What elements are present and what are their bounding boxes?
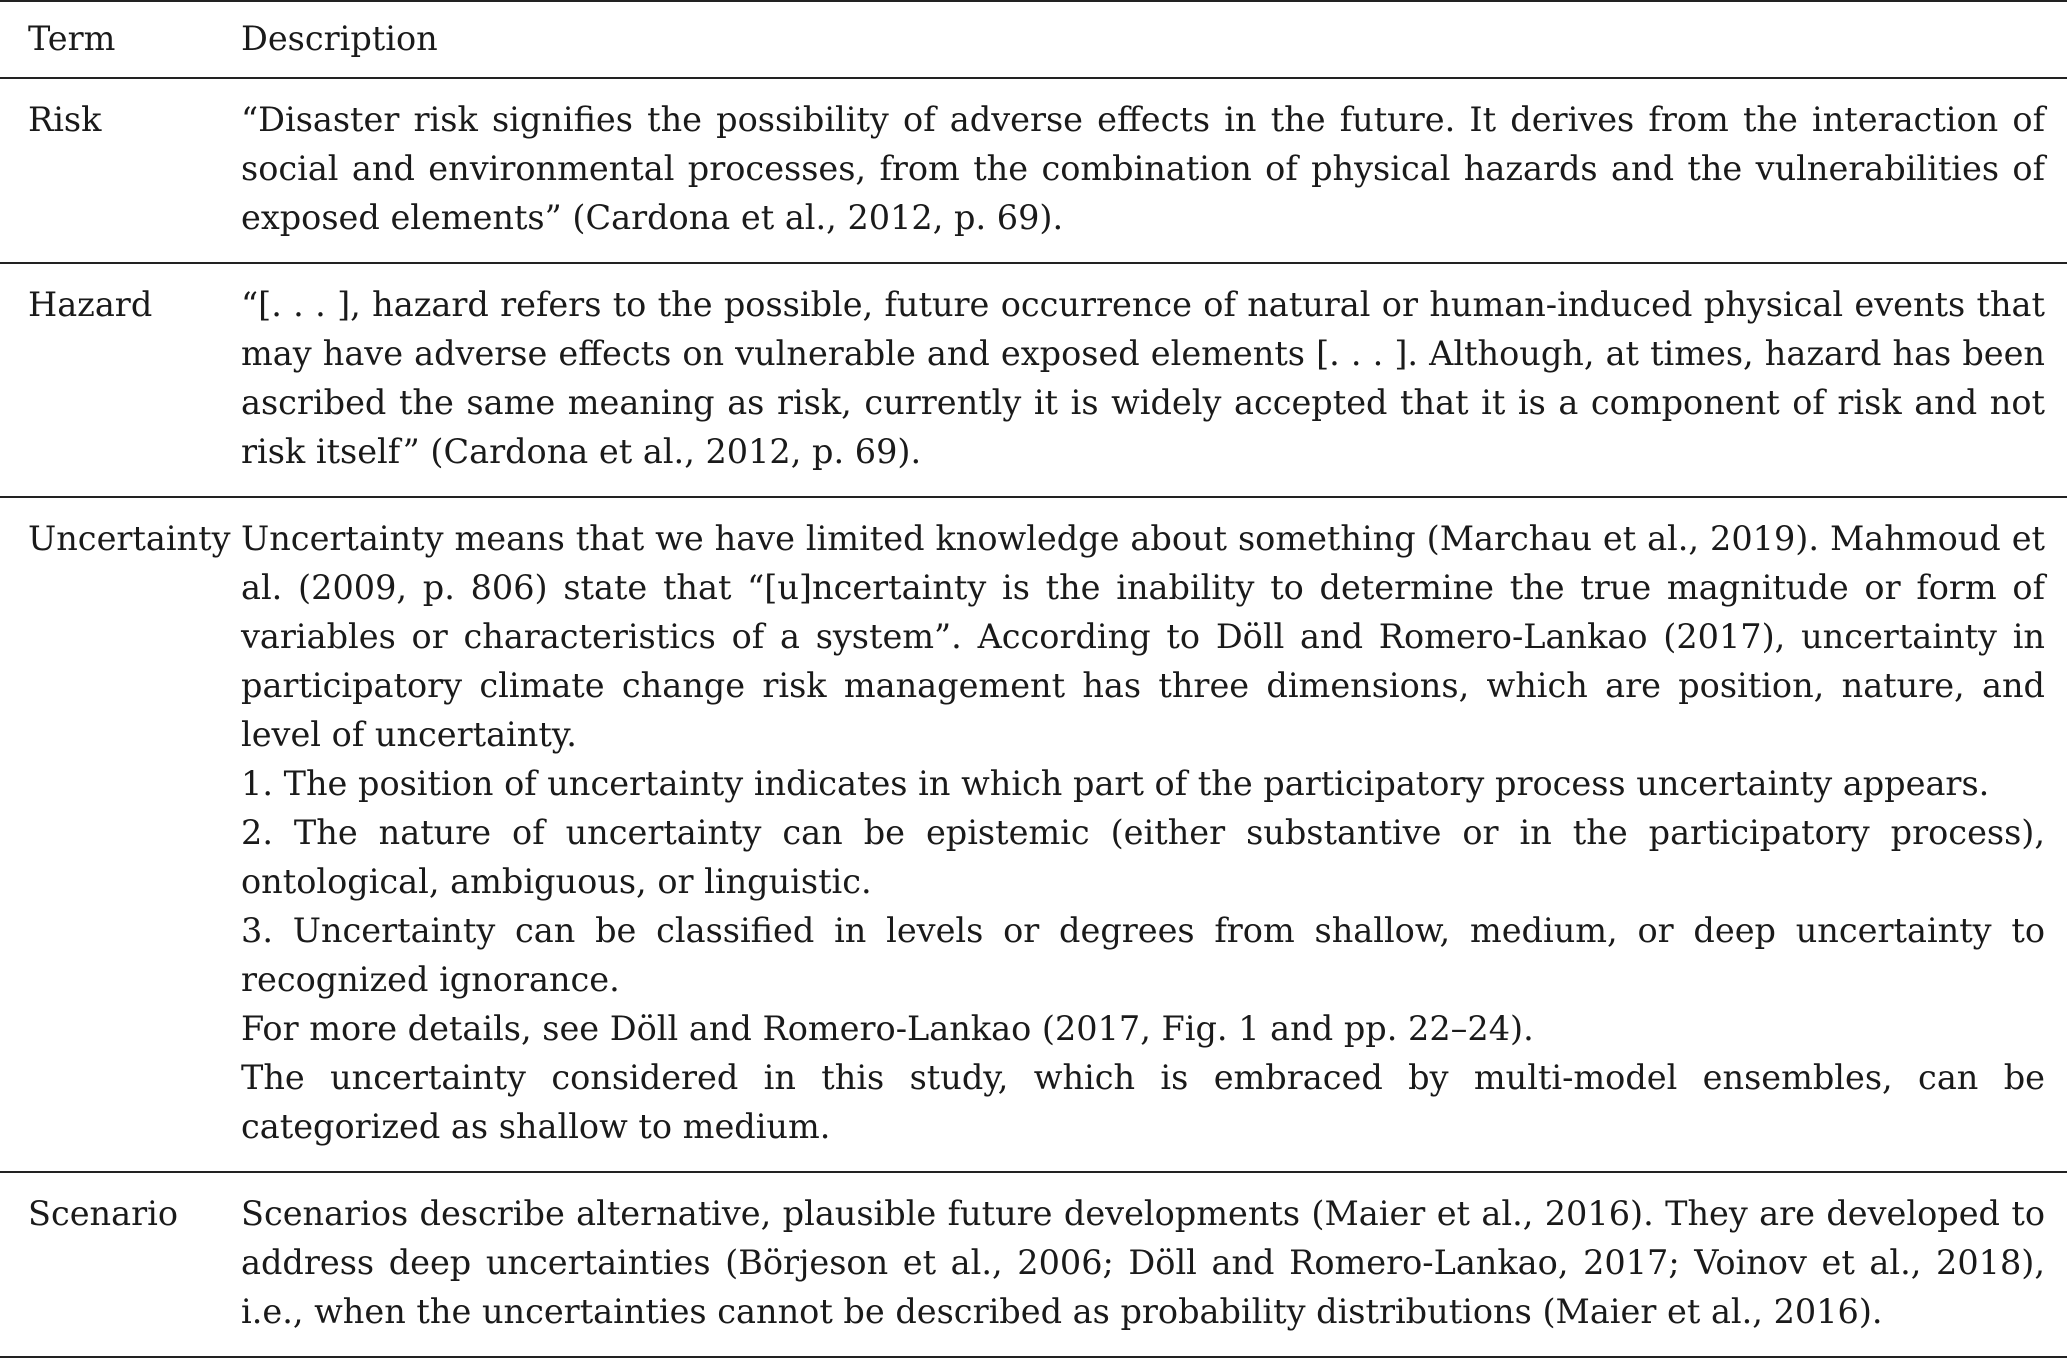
table-header (0, 1, 2067, 78)
header-row (0, 1, 2067, 78)
description-list-item: 1. The position of uncertainty indicates in which part of the participatory process uncertainty appears. (241, 764, 1990, 803)
table-body (0, 78, 2067, 1357)
description-cell (241, 497, 2067, 1172)
description-paragraph: Scenarios describe alternative, plausible future developments (Maier et al., 2016). They are developed to address deep uncertainties (Börjeson et al., 2006; Döll and Romero-Lankao, 2017; Voinov et al., 2018), i.e., when the uncertainties cannot be described as probability distributions (Maier et al., 2016). (241, 1194, 2045, 1331)
header-term: Term (28, 19, 116, 58)
description-cell (241, 78, 2067, 263)
description-cell (241, 263, 2067, 497)
description-list-item: 2. The nature of uncertainty can be epistemic (either substantive or in the participatory process), ontological, ambiguous, or linguistic. (241, 813, 2045, 901)
term-cell: Scenario (28, 1194, 178, 1233)
table-row-scenario (0, 1172, 2067, 1357)
table-row-hazard (0, 263, 2067, 497)
table-row-risk (0, 78, 2067, 263)
term-cell: Uncertainty (28, 519, 231, 558)
description-paragraph: “Disaster risk signifies the possibility of adverse effects in the future. It derives from the interaction of social and environmental processes, from the combination of physical hazards and the vulnerabilities of exposed elements” (Cardona et al., 2012, p. 69). (241, 100, 2045, 237)
description-paragraph: For more details, see Döll and Romero-Lankao (2017, Fig. 1 and pp. 22–24). (241, 1009, 1534, 1048)
term-cell: Hazard (28, 285, 153, 324)
description-paragraph: “[. . . ], hazard refers to the possible, future occurrence of natural or human-induced physical events that may have adverse effects on vulnerable and exposed elements [. . . ]. Although, at times, hazard has been ascribed the same meaning as risk, currently it is widely accepted that it is a component of risk and not risk itself” (Cardona et al., 2012, p. 69). (241, 285, 2045, 471)
header-description: Description (241, 19, 438, 58)
description-list-item: 3. Uncertainty can be classified in levels or degrees from shallow, medium, or deep uncertainty to recognized ignorance. (241, 911, 2045, 999)
description-cell (241, 1172, 2067, 1357)
description-paragraph: The uncertainty considered in this study, which is embraced by multi-model ensembles, can be categorized as shallow to medium. (241, 1058, 2045, 1146)
table-row-uncertainty (0, 497, 2067, 1172)
term-cell: Risk (28, 100, 102, 139)
description-paragraph: Uncertainty means that we have limited knowledge about something (Marchau et al., 2019). Mahmoud et al. (2009, p. 806) state that “[u]ncertainty is the inability to determine the true magnitude or form of variables or characteristics of a system”. According to Döll and Romero-Lankao (2017), uncertainty in participatory climate change risk management has three dimensions, which are position, nature, and level of uncertainty. (241, 519, 2045, 754)
